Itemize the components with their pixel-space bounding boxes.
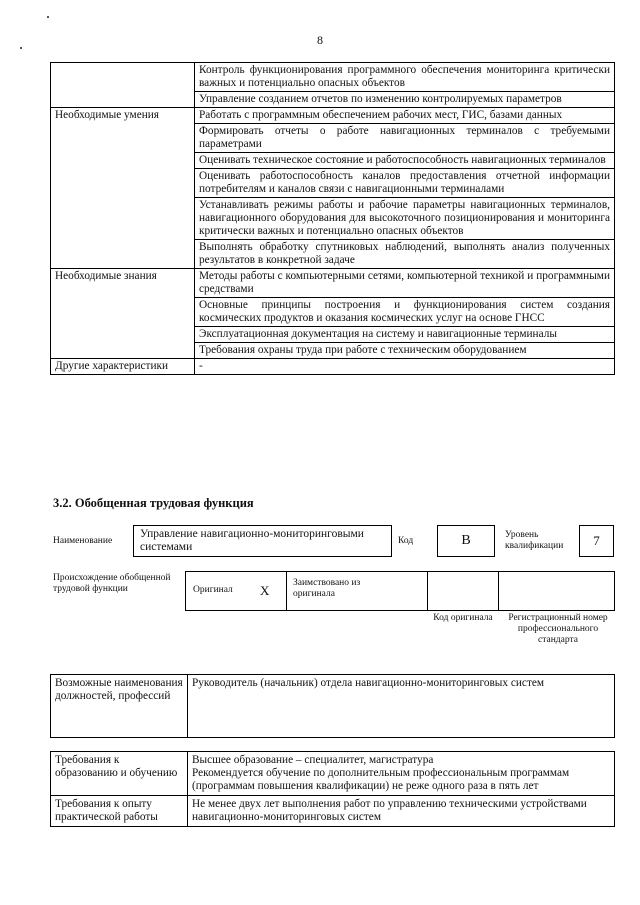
original-label: Оригинал [193, 585, 233, 595]
description-cell: Формировать отчеты о работе навигационных терминалов с требуемыми параметрами [195, 124, 615, 153]
name-label: Наименование [53, 536, 113, 546]
borrowed-label: Заимствовано из оригинала [293, 578, 361, 599]
requirement-value [188, 796, 615, 827]
positions-value: Руководитель (начальник) отдела навигационно-мониторинговых систем [188, 675, 615, 738]
description-cell: Эксплуатационная документация на систему и навигационные терминалы [195, 327, 615, 343]
description-cell: Контроль функционирования программного обеспечения мониторинга критически важных и потенциально опасных объектов [195, 63, 615, 92]
table-row [51, 269, 615, 298]
level-box [579, 525, 614, 557]
skills-knowledge-table [50, 62, 615, 375]
description-cell: Выполнять обработку спутниковых наблюдений, выполнять анализ полученных результатов в конкретной задаче [195, 240, 615, 269]
description-cell: Требования охраны труда при работе с техническим оборудованием [195, 343, 615, 359]
description-cell: Методы работы с компьютерными сетями, компьютерной техникой и программными средствами [195, 269, 615, 298]
origin-label: Происхождение обобщенной трудовой функции [53, 573, 171, 594]
table-row [51, 63, 615, 92]
requirement-label: Требования к опыту практической работы [51, 796, 188, 827]
function-name-value: Управление навигационно-мониторинговыми системами [140, 528, 364, 553]
description-cell: Устанавливать режимы работы и рабочие параметры навигационных терминалов, навигационного оборудования для высокоточного позиционирования и мониторинга критически важных и потенциально опасных объектов [195, 198, 615, 240]
requirements-table [50, 751, 615, 827]
description-cell: - [195, 359, 615, 375]
origin-divider [427, 571, 428, 611]
category-cell [51, 63, 195, 108]
page-number: 8 [317, 33, 323, 47]
requirement-value [188, 752, 615, 796]
description-cell: Оценивать работоспособность каналов предоставления отчетной информации потребителям и каналов связи с навигационными терминалами [195, 169, 615, 198]
level-value: 7 [593, 533, 600, 548]
requirement-line: Рекомендуется обучение по дополнительным профессиональным программам (программам повышения квалификации) не реже одного раза в пять лет [192, 767, 570, 792]
code-value: B [461, 533, 471, 548]
code-label: Код [398, 536, 414, 546]
requirement-line: Высшее образование – специалитет, магистратура [192, 754, 434, 766]
original-mark: X [260, 583, 270, 598]
description-cell: Управление созданием отчетов по изменению контролируемых параметров [195, 92, 615, 108]
section-title: 3.2. Обобщенная трудовая функция [53, 496, 254, 510]
level-label: Уровень квалификации [505, 530, 564, 551]
requirement-label: Требования к образованию и обучению [51, 752, 188, 796]
table-row [51, 108, 615, 124]
category-cell: Другие характеристики [51, 359, 195, 375]
category-cell: Необходимые умения [51, 108, 195, 269]
table-row [51, 752, 615, 796]
registration-caption: Регистрационный номер профессионального стандарта [508, 613, 608, 645]
scan-speck [47, 16, 49, 18]
code-caption: Код оригинала [433, 613, 493, 623]
table-row [51, 675, 615, 738]
table-row [51, 359, 615, 375]
category-cell: Необходимые знания [51, 269, 195, 359]
origin-divider [286, 571, 287, 611]
code-box [437, 525, 495, 557]
positions-label: Возможные наименования должностей, профессий [51, 675, 188, 738]
table-row [51, 796, 615, 827]
requirement-line: Не менее двух лет выполнения работ по управлению техническими устройствами навигационно-мониторинговых систем [192, 798, 587, 823]
origin-divider [498, 571, 499, 611]
description-cell: Оценивать техническое состояние и работоспособность навигационных терминалов [195, 153, 615, 169]
description-cell: Основные принципы построения и функционирования систем создания космических продуктов и оказания космических услуг на основе ГНСС [195, 298, 615, 327]
description-cell: Работать с программным обеспечением рабочих мест, ГИС, базами данных [195, 108, 615, 124]
function-name-box [133, 525, 392, 557]
positions-table [50, 674, 615, 738]
